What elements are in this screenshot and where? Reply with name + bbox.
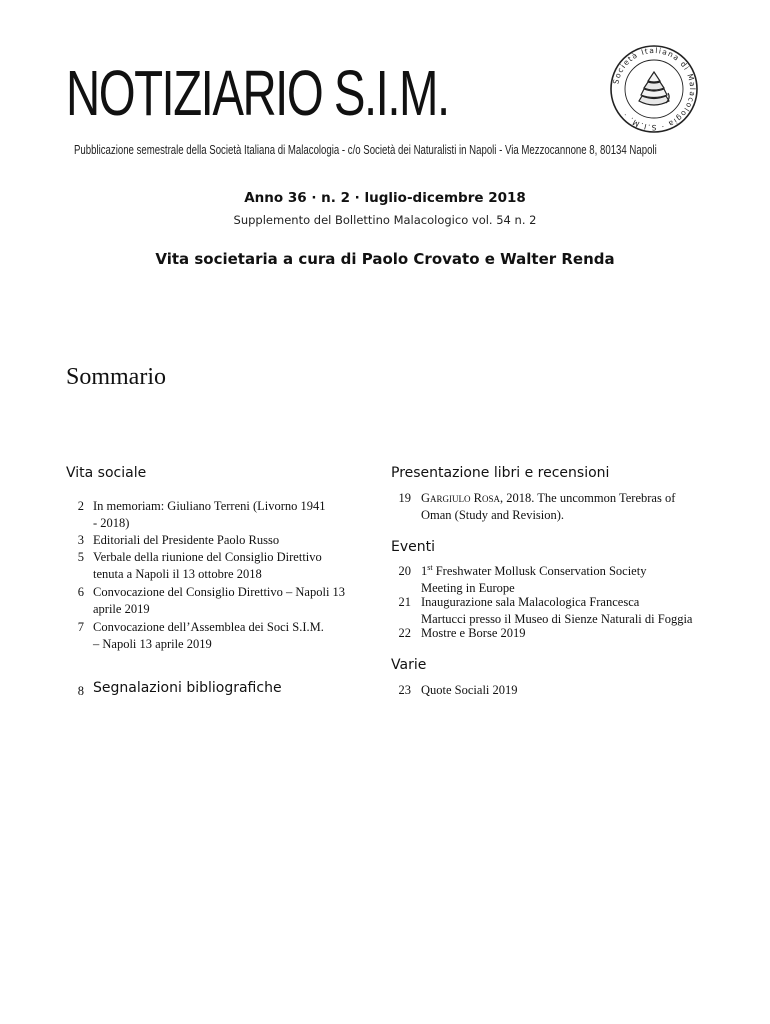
entry-line: Meeting in Europe bbox=[421, 580, 515, 595]
page-number: 2 bbox=[77, 499, 84, 513]
entry-line: Verbale della riunione del Consiglio Direttivo bbox=[93, 550, 322, 564]
editors-line: Vita societaria a cura di Paolo Crovato e Walter Renda bbox=[155, 250, 615, 268]
toc-entry[interactable] bbox=[386, 563, 706, 597]
entry-line: Mostre e Borse 2019 bbox=[421, 626, 526, 640]
entry-line: - 2018) bbox=[93, 515, 130, 530]
section-heading-vita-sociale: Vita sociale bbox=[66, 465, 147, 481]
toc-entry[interactable] bbox=[66, 584, 376, 618]
section-heading-segnalazioni: Segnalazioni bibliografiche bbox=[93, 680, 282, 696]
entry-line: Oman (Study and Revision). bbox=[421, 507, 565, 522]
toc-entry[interactable] bbox=[386, 490, 706, 524]
page-number: 23 bbox=[398, 683, 411, 697]
page-number: 7 bbox=[77, 620, 84, 634]
entry-line: Martucci presso il Museo di Sienze Naturali di Foggia bbox=[421, 611, 693, 626]
page-number: 6 bbox=[77, 585, 84, 599]
author-name: Gargiulo Rosa bbox=[421, 491, 500, 505]
entry-line: aprile 2019 bbox=[93, 601, 150, 616]
shell-icon bbox=[639, 72, 669, 105]
sommario-title: Sommario bbox=[66, 364, 166, 390]
page-number: 8 bbox=[77, 684, 84, 698]
section-heading-eventi: Eventi bbox=[391, 539, 435, 555]
toc-entry[interactable] bbox=[66, 549, 376, 583]
entry-line bbox=[421, 490, 675, 507]
toc-entry[interactable] bbox=[66, 619, 376, 653]
masthead-title: NOTIZIARIO S.I.M. bbox=[66, 57, 449, 129]
entry-line: Quote Sociali 2019 bbox=[421, 683, 518, 697]
entry-line: Convocazione dell’Assemblea dei Soci S.I.M. bbox=[93, 620, 324, 634]
toc-entry[interactable] bbox=[386, 625, 706, 642]
issue-line: Anno 36 · n. 2 · luglio-dicembre 2018 bbox=[244, 190, 526, 206]
entry-line-rest: , 2018. The uncommon Terebras of bbox=[500, 491, 676, 505]
toc-entry[interactable] bbox=[386, 682, 706, 699]
ordinal: 1 bbox=[421, 564, 428, 578]
section-heading-varie: Varie bbox=[391, 657, 427, 673]
page-number: 19 bbox=[398, 491, 411, 505]
supplement-line: Supplemento del Bollettino Malacologico vol. 54 n. 2 bbox=[233, 213, 537, 227]
entry-line: tenuta a Napoli il 13 ottobre 2018 bbox=[93, 566, 262, 581]
toc-entry[interactable] bbox=[66, 498, 376, 532]
svg-text:Società Italiana di Malacologi: Società Italiana di Malacologia · S.I.M. · bbox=[611, 45, 698, 133]
section-heading-presentazione: Presentazione libri e recensioni bbox=[391, 465, 610, 481]
entry-line bbox=[421, 563, 646, 580]
entry-line: Editoriali del Presidente Paolo Russo bbox=[93, 533, 280, 547]
entry-line-rest: Freshwater Mollusk Conservation Society bbox=[432, 564, 647, 578]
entry-line: – Napoli 13 aprile 2019 bbox=[93, 636, 212, 651]
page-number: 21 bbox=[398, 595, 411, 609]
page-number: 3 bbox=[77, 533, 84, 547]
toc-entry-segnalazioni[interactable] bbox=[66, 680, 376, 700]
toc-entry[interactable] bbox=[66, 532, 376, 549]
entry-line: Inaugurazione sala Malacologica Francesca bbox=[421, 595, 640, 609]
page-number: 20 bbox=[398, 564, 411, 578]
page-number: 5 bbox=[77, 550, 84, 564]
ordinal-suffix: st bbox=[427, 562, 433, 572]
publication-line: Pubblicazione semestrale della Società Italiana di Malacologia - c/o Società dei Naturalisti in Napoli - Via Mezzocannone 8, 80134 Napoli bbox=[74, 142, 657, 157]
entry-line: Convocazione del Consiglio Direttivo – Napoli 13 bbox=[93, 585, 346, 599]
page-number: 22 bbox=[398, 626, 411, 640]
entry-line: In memoriam: Giuliano Terreni (Livorno 1941 bbox=[93, 499, 326, 513]
society-seal-logo bbox=[608, 43, 700, 135]
toc-entry[interactable] bbox=[386, 594, 716, 628]
